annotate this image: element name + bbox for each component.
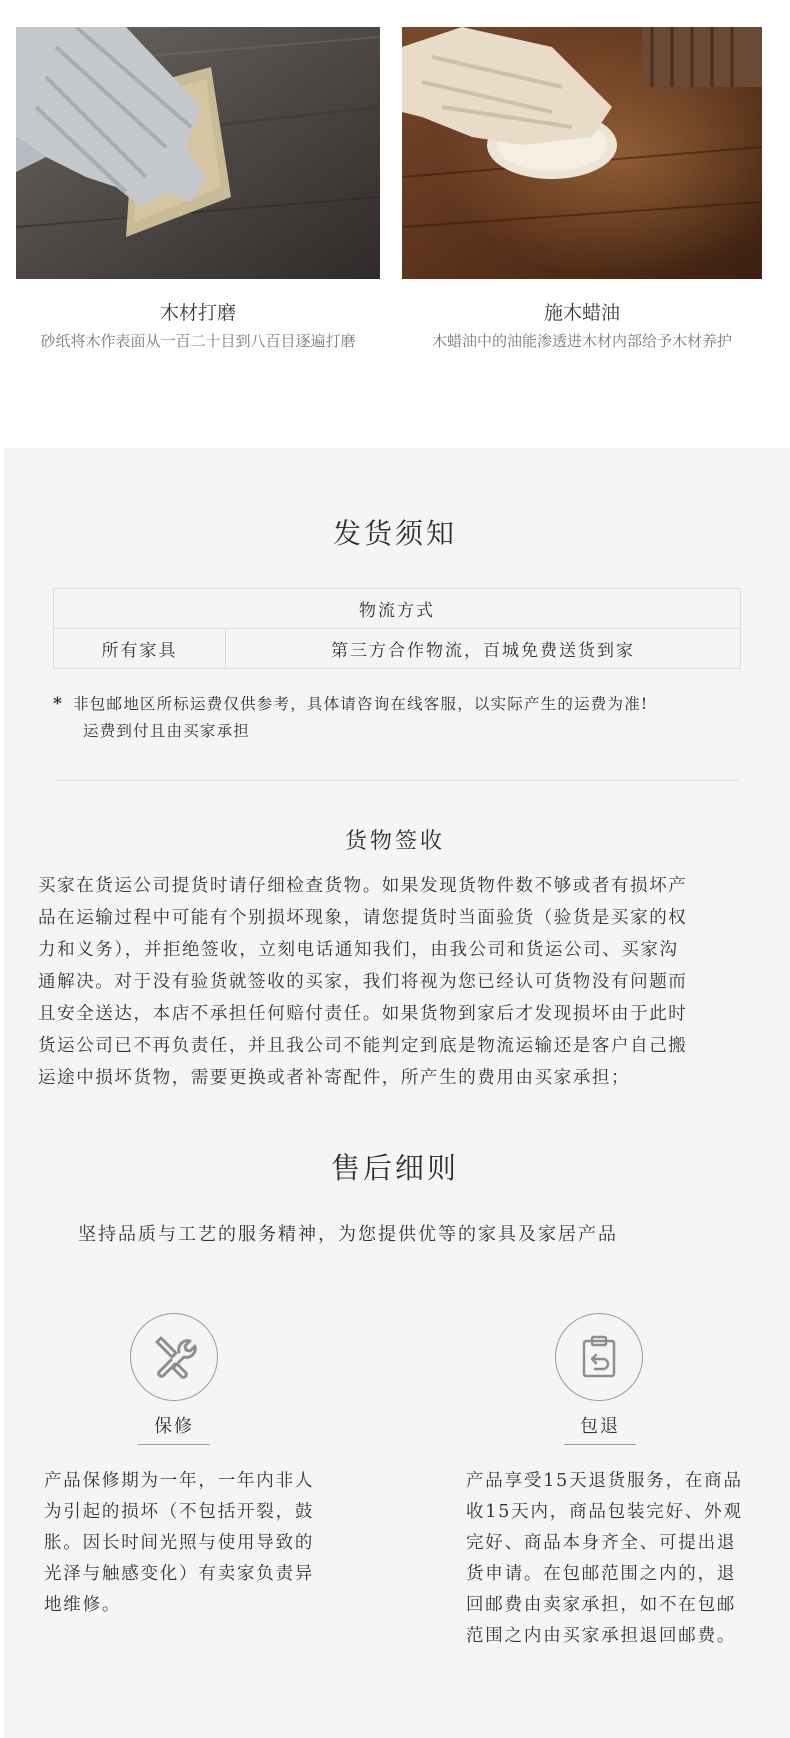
shipping-table	[53, 588, 741, 669]
warranty-label: 保修	[154, 1416, 194, 1437]
note-line-2: 运费到付且由买家承担	[83, 722, 251, 740]
warranty-line: 为引起的损坏（不包括开裂，鼓	[44, 1502, 315, 1522]
warranty-circle	[130, 1313, 218, 1401]
note-line-1: 非包邮地区所标运费仅供参考，具体请咨询在线客服，以实际产生的运费为准!	[73, 695, 649, 713]
shipping-note	[53, 691, 648, 745]
receipt-line: 买家在货运公司提货时请仔细检查货物。如果发现货物件数不够或者有损坏产	[38, 876, 688, 896]
warranty-line: 地维修。	[44, 1595, 122, 1615]
return-line: 完好、商品本身齐全、可提出退	[466, 1533, 737, 1553]
receipt-line: 运途中损坏货物，需要更换或者补寄配件，所产生的费用由买家承担；	[38, 1068, 631, 1088]
warranty-line: 胀。因长时间光照与使用导致的	[44, 1533, 315, 1553]
sanding-photo	[16, 27, 380, 279]
return-text	[466, 1466, 743, 1652]
warranty-line: 光泽与触感变化）有卖家负责异	[44, 1564, 315, 1584]
shipping-table-header: 物流方式	[54, 589, 741, 629]
receipt-title: 货物签收	[344, 829, 445, 854]
clipboard-return-icon	[579, 1335, 619, 1379]
receipt-line: 且安全送达，本店不承担任何赔付责任。如果货物到家后才发现损坏由于此时	[38, 1004, 688, 1024]
warranty-text	[44, 1466, 314, 1621]
sanding-title: 木材打磨	[159, 302, 236, 324]
warranty-line: 产品保修期为一年，一年内非人	[44, 1471, 315, 1491]
note-star: *	[53, 694, 64, 714]
after-sales-slogan: 坚持品质与工艺的服务精神，为您提供优等的家具及家居产品	[78, 1224, 618, 1245]
section-divider	[56, 780, 738, 781]
return-underline	[564, 1444, 636, 1445]
warranty-underline	[138, 1444, 210, 1445]
waxing-subtitle: 木蜡油中的油能渗透进木材内部给予木材养护	[431, 332, 732, 350]
waxing-photo	[402, 27, 762, 279]
after-sales-title: 售后细则	[330, 1151, 459, 1185]
shipping-title: 发货须知	[332, 517, 457, 550]
receipt-line: 品在运输过程中可能有个别损坏现象，请您提货时当面验货（验货是买家的权	[38, 908, 688, 928]
receipt-line: 货运公司已不再负责任，并且我公司不能判定到底是物流运输还是客户自己搬	[38, 1036, 688, 1056]
tools-icon	[149, 1332, 199, 1382]
shipping-row-value: 第三方合作物流，百城免费送货到家	[226, 629, 741, 669]
return-line: 范围之内由买家承担退回邮费。	[466, 1626, 737, 1646]
receipt-paragraph	[38, 870, 760, 1094]
shipping-row-label: 所有家具	[54, 629, 226, 669]
return-line: 产品享受15天退货服务，在商品	[466, 1471, 743, 1491]
waxing-title: 施木蜡油	[543, 302, 620, 324]
return-line: 货申请。在包邮范围之内的，退	[466, 1564, 737, 1584]
receipt-line: 通解决。对于没有验货就签收的买家，我们将视为您已经认可货物没有问题而	[38, 972, 688, 992]
return-circle	[555, 1313, 643, 1401]
return-line: 回邮费由卖家承担，如不在包邮	[466, 1595, 737, 1615]
sanding-subtitle: 砂纸将木作表面从一百二十目到八百目逐遍打磨	[40, 332, 356, 350]
return-line: 收15天内，商品包装完好、外观	[466, 1502, 743, 1522]
receipt-line: 力和义务），并拒绝签收，立刻电话通知我们，由我公司和货运公司、买家沟	[38, 940, 679, 960]
return-label: 包退	[580, 1416, 620, 1437]
